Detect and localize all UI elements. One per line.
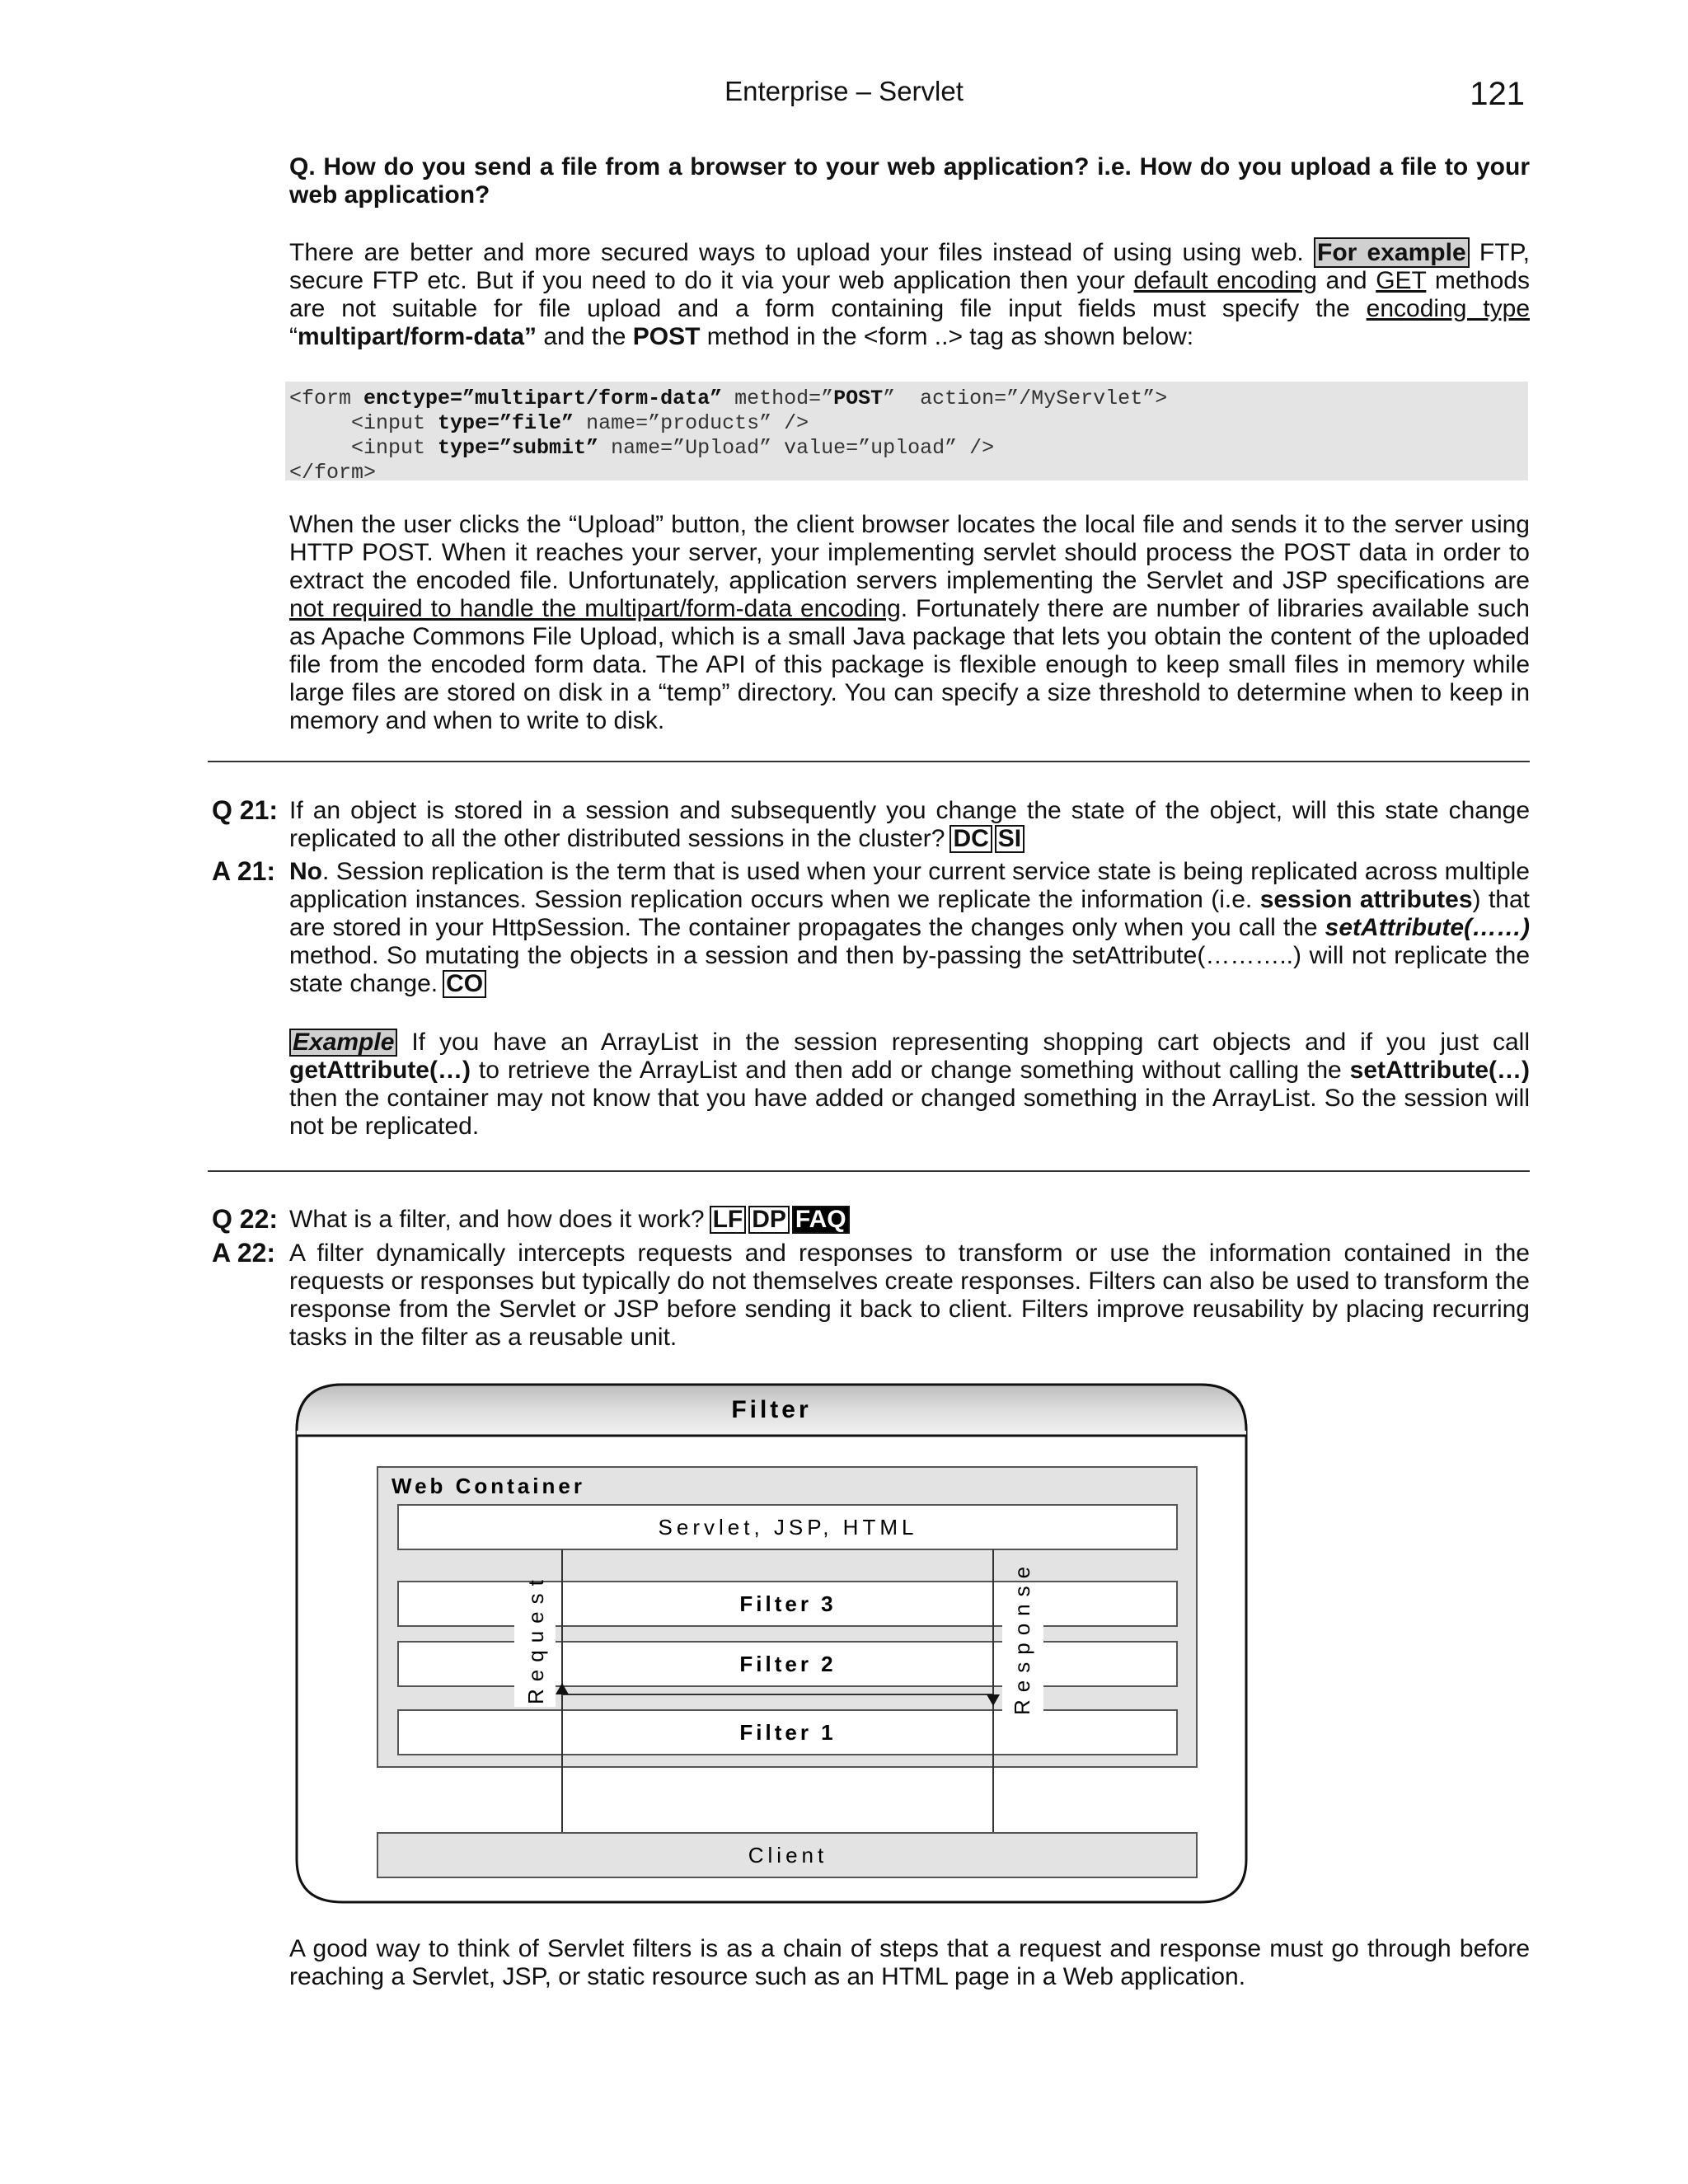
q22-question: What is a filter, and how does it work? LF DP FAQ — [289, 1206, 1530, 1234]
example-highlight: For example — [1314, 237, 1470, 268]
a21-example: Example If you have an ArrayList in the session representing shopping cart objects and if you just call getAttribute(…) to retrieve the ArrayList and then add or change something without calling the setAttribute(…) then the container may not know that you have added or changed something in the ArrayList. So the session will not be replicated. — [289, 1029, 1530, 1140]
filter2-label: Filter 2 — [739, 1652, 837, 1676]
a21-label: A 21: — [212, 856, 276, 886]
code-line-2: <input type=”file” name=”products” /> — [289, 411, 809, 435]
a22-label: A 22: — [212, 1238, 276, 1268]
tag-example: Example — [289, 1029, 397, 1057]
filter-diagram — [293, 1381, 1250, 1905]
q22-label: Q 22: — [212, 1204, 279, 1234]
code-line-3: <input type=”submit” name=”Upload” value=”upload” /> — [289, 436, 995, 460]
a22-answer: A filter dynamically intercepts requests and responses to transform or use the information contained in the requests or responses but typically do not themselves create responses. Filters can also be used to transform the response from the Servlet or JSP before sending it back to client. Filters improve reusability by placing recurring tasks in the filter as a reusable unit. — [289, 1240, 1530, 1351]
tag-dc: DC — [950, 825, 992, 853]
tag-si: SI — [995, 825, 1025, 853]
page-header: Enterprise – Servlet — [724, 76, 964, 106]
response-label: Response — [1010, 1558, 1034, 1715]
tag-dp: DP — [748, 1206, 790, 1234]
code-line-1: <form enctype=”multipart/form-data” method=”POST” action=”/MyServlet”> — [289, 387, 1168, 410]
page-number: 121 — [1470, 76, 1525, 112]
tag-lf: LF — [710, 1206, 747, 1234]
client-label: Client — [748, 1843, 828, 1868]
code-line-4: </form> — [289, 461, 377, 485]
filter1-label: Filter 1 — [739, 1720, 837, 1745]
tag-co: CO — [443, 970, 486, 998]
request-label: Request — [523, 1572, 548, 1704]
divider-2 — [208, 1170, 1530, 1172]
q21-question: If an object is stored in a session and subsequently you change the state of the object, will this state change replicated to all the other distributed sessions in the cluster? DC SI — [289, 797, 1530, 852]
servlet-label: Servlet, JSP, HTML — [658, 1515, 918, 1540]
web-container-label: Web Container — [392, 1474, 585, 1498]
code-block — [285, 382, 1528, 485]
upload-paragraph-1: There are better and more secured ways to upload your files instead of using using web. For example FTP, secure FTP etc. But if you need to do it via your web application then your default encoding and GET methods are not suitable for file upload and a form containing file input fields must specify the encoding type “multipart/form-data” and the POST method in the <form ..> tag as shown below: — [289, 239, 1531, 350]
filter3-label: Filter 3 — [739, 1591, 837, 1616]
q21-label: Q 21: — [212, 795, 279, 825]
tag-faq: FAQ — [792, 1206, 850, 1234]
divider-1 — [208, 761, 1530, 762]
filter-title: Filter — [731, 1396, 812, 1423]
a21-answer: No. Session replication is the term that is used when your current service state is being replicated across multiple application instances. Session replication occurs when we replicate the information (i.e. session attributes) that are stored in your HttpSession. The container propagates the changes only when you call the setAttribute(……) method. So mutating the objects in a session and then by-passing the setAttribute(………..) will not replicate the state change. CO — [289, 858, 1530, 997]
upload-question: Q. How do you send a file from a browser to your web application? i.e. How do you upload a file to your web application? — [289, 153, 1530, 209]
closing-paragraph: A good way to think of Servlet filters is as a chain of steps that a request and response must go through before reaching a Servlet, JSP, or static resource such as an HTML page in a Web application. — [289, 1935, 1530, 1990]
upload-paragraph-2: When the user clicks the “Upload” button, the client browser locates the local file and sends it to the server using HTTP POST. When it reaches your server, your implementing servlet should process the POST data in order to extract the encoded file. Unfortunately, application servers implementing the Servlet and JSP specifications are not required to handle the multipart/form-data encoding. Fortunately there are number of libraries available such as Apache Commons File Upload, which is a small Java package that lets you obtain the content of the uploaded file from the encoded form data. The API of this package is flexible enough to keep small files in memory while large files are stored on disk in a “temp” directory. You can specify a size threshold to determine when to keep in memory and when to write to disk. — [289, 511, 1530, 734]
